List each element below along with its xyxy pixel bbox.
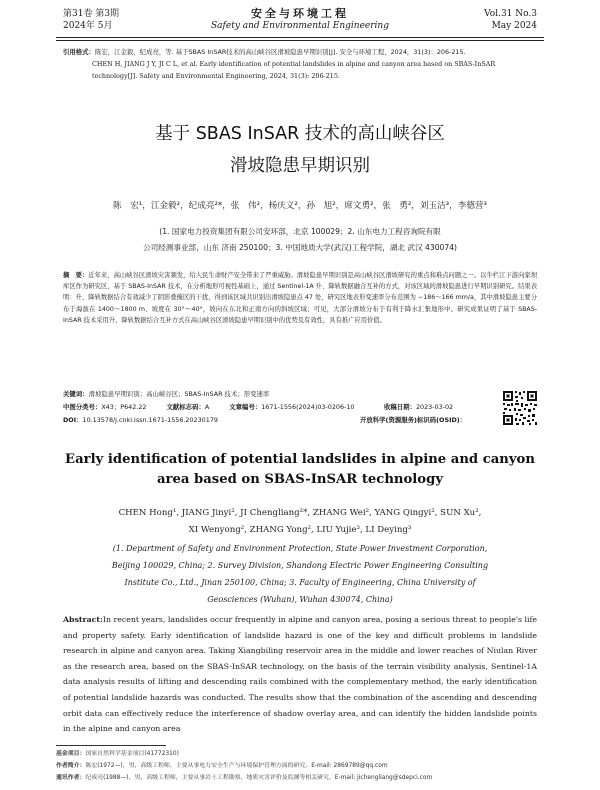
received-row bbox=[384, 402, 453, 413]
clc-value: X43；P642.22 bbox=[101, 403, 147, 411]
date-label: 2024年 5月 bbox=[63, 21, 113, 31]
journal-name-en: Safety and Environmental Engineering bbox=[211, 21, 389, 31]
corresponding-text: 纪成亮(1988—)，男，高级工程师，主要从事岩土工程勘察、地质灾害评价及监测等相关研究。E-mail: jichengliang@sdepci.com bbox=[85, 775, 433, 781]
article-number-value: 1671-1556(2024)03-0206-10 bbox=[261, 403, 355, 411]
authors-en-line-1: CHEN Hong¹, JIANG Jinyi², JI Chengliang²*, ZHANG Wei², YANG Qingyi², SUN Xu², bbox=[118, 508, 482, 518]
header-rule-thick bbox=[56, 37, 544, 38]
author-bio-text: 陈宏(1972—)，男，高级工程师，主要从事电力安全生产与环境保护管理方面的研究。E-mail: 2869789@qq.com bbox=[85, 763, 388, 769]
running-header bbox=[63, 8, 537, 36]
abstract-cn-label: 摘 要： bbox=[63, 272, 89, 279]
footnote-rule bbox=[56, 745, 166, 746]
author-bio-label: 作者简介： bbox=[56, 763, 86, 769]
fund-note bbox=[56, 748, 537, 760]
affiliation-cn-line-2: 公司经测事业部，山东 济南 250100；3. 中国地质大学(武汉)工程学院，湖北 武汉 430074) bbox=[143, 243, 457, 252]
citation-label: 引用格式： bbox=[63, 48, 95, 56]
doi-label: DOI： bbox=[63, 416, 83, 424]
header-rule-thin bbox=[56, 40, 544, 41]
doi-value[interactable]: 10.13578/j.cnki.issn.1671-1556.20230179 bbox=[82, 416, 218, 424]
doc-code-label: 文献标志码： bbox=[166, 403, 205, 411]
authors-cn: 陈 宏¹，江金毅²，纪成亮²*，张 伟²，杨庆义²，孙 旭²，席文勇²，张 勇²，刘玉洁³，李德营³ bbox=[113, 201, 487, 211]
authors-en bbox=[63, 505, 537, 539]
keywords-cn bbox=[63, 389, 537, 400]
corresponding-note bbox=[56, 772, 537, 784]
received-value: 2023-03-02 bbox=[415, 403, 454, 411]
title-en-line-2: area based on SBAS-InSAR technology bbox=[156, 472, 443, 487]
author-note bbox=[56, 760, 537, 772]
affiliation-cn-line-1: (1. 国家电力投资集团有限公司安环部，北京 100029；2. 山东电力工程咨询院有限 bbox=[159, 227, 441, 236]
keywords-cn-text: 滑坡隐患早期识别；高山峡谷区；SBAS-InSAR 技术；形变速率 bbox=[88, 390, 270, 398]
affiliation-en-line-3: Institute Co., Ltd., Jinan 250100, China; 3. Faculty of Engineering, China University of bbox=[124, 578, 476, 587]
doc-code-value: A bbox=[204, 403, 210, 411]
fund-label: 基金项目： bbox=[56, 751, 86, 757]
affiliation-en-line-2: Beijing 100029, China; 2. Survey Division, Shandong Electric Power Engineering Consulting bbox=[111, 561, 489, 570]
title-cn-line-2: 滑坡隐患早期识别 bbox=[230, 156, 370, 176]
volume-label: 第31卷 第3期 bbox=[63, 9, 120, 19]
affiliation-en-line-1: (1. Department of Safety and Environment Protection, State Power Investment Corporation, bbox=[112, 544, 488, 553]
citation-block bbox=[63, 46, 537, 82]
journal-name bbox=[63, 8, 537, 32]
corresponding-label: 通讯作者： bbox=[56, 775, 86, 781]
journal-name-cn: 安全与环境工程 bbox=[251, 7, 349, 20]
affiliations-cn bbox=[63, 224, 537, 256]
title-cn bbox=[63, 118, 537, 182]
keywords-cn-label: 关键词： bbox=[63, 390, 89, 398]
affiliation-en-line-4: Geosciences (Wuhan), Wuhan 430074, China) bbox=[207, 595, 393, 604]
title-cn-line-1: 基于 SBAS InSAR 技术的高山峡谷区 bbox=[155, 124, 445, 144]
abstract-cn-text: 近年来，高山峡谷区滑坡灾害频发，给人民生命财产安全带来了严重威胁。滑坡隐患早期识别是高山峡谷区滑坡研究的重点和难点问题之一。以牛栏江下游向家坝库区作为研究区，基于 SBAS-InSAR 技术，在分析地形可视性基础上，通过 Sentinel-1A 升、降轨数据融合互补的方式，对该区域的滑坡隐患进行早期识别研究。结果表明：升、降轨数据结合有效减少了阴影叠掩区的干扰，得到该区域共识别出滑坡隐患点 47 处，研究区地表形变速率分布范围为 −186～166 mm/a，其中滑坡隐患主要分布于海拔在 1400～1800 m、坡度在 30°～40°，坡向在东北和正南方向的斜坡区域；可见，大部分滑坡分布于有利于降水汇集地形中。研究成果证明了基于 SBAS-InSAR 技术采用升、降轨数据结合互补方式在高山峡谷区滑坡隐患早期识别中的优势及有效性，具有推广应用价值。 bbox=[63, 272, 537, 324]
clc-label: 中图分类号： bbox=[63, 403, 102, 411]
fund-text: 国家自然科学基金项目(41772310) bbox=[85, 751, 179, 757]
citation-cn: 陈宏，江金毅，纪成亮，等. 基于SBAS InSAR技术的高山峡谷区滑坡隐患早期识别[J]. 安全与环境工程，2024，31(3)：206-215. bbox=[94, 48, 466, 56]
osid-row bbox=[360, 415, 466, 426]
citation-en: CHEN H, JIANG J Y, JI C L, et al. Early identification of potential landslides in alpine and canyon area based on SBAS-InSAR technology[J]. Safety and Environmental Engineering, 2024, 31(3): 206-215. bbox=[92, 60, 496, 80]
volume-issue-en bbox=[484, 8, 537, 32]
article-number-label: 文章编号： bbox=[229, 403, 262, 411]
osid-label: 开放科学(资源服务)标识码(OSID)： bbox=[360, 416, 467, 424]
volume-label-en: Vol.31 No.3 bbox=[484, 9, 537, 19]
title-en-line-1: Early identification of potential landslides in alpine and canyon bbox=[65, 452, 535, 467]
abstract-en-text: In recent years, landslides occur frequently in alpine and canyon area, posing a serious threat to people's life and property safety. Early identification of landslide hazard is one of the key and difficult problems in landslide research in alpine and canyon area. Taking Xiangbiling reservoir area in the middle and lower reaches of Niulan River as the research area, based on the SBAS-InSAR technology, on the basis of the terrain visibility analysis, Sentinel-1A data analysis results of lifting and descending rails combined with the complementary method, the early identification of potential landslide hazards was conducted. The results show that the combination of the ascending and descending orbit data can effectively reduce the interference of shadow overlay area, and can identify the hidden landslide points in the alpine and canyon area bbox=[63, 615, 537, 734]
authors-en-line-2: XI Wenyong², ZHANG Yong², LIU Yujie³, LI Deying³ bbox=[188, 525, 412, 535]
abstract-cn bbox=[63, 270, 537, 326]
abstract-en-label: Abstract: bbox=[63, 615, 103, 624]
title-en bbox=[63, 450, 537, 490]
abstract-en bbox=[63, 612, 537, 737]
doi-row bbox=[63, 415, 236, 426]
affiliations-en bbox=[63, 540, 537, 608]
date-label-en: May 2024 bbox=[491, 21, 537, 31]
qr-code-icon[interactable] bbox=[502, 390, 538, 426]
footnotes bbox=[56, 748, 537, 784]
classification-row bbox=[63, 402, 372, 413]
received-label: 收稿日期： bbox=[384, 403, 416, 411]
